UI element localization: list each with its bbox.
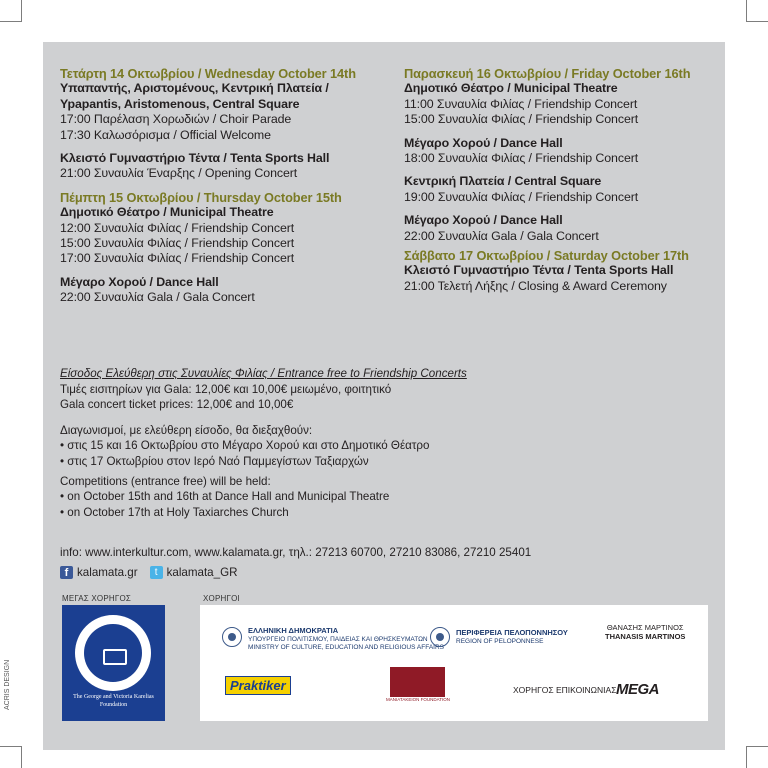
crop-mark (0, 21, 22, 22)
twitter-icon: t (150, 566, 163, 579)
maniatakeion-logo (390, 667, 445, 697)
competition-item: • on October 15th and 16th at Dance Hall and Municipal Theatre (60, 490, 390, 504)
competition-item: • on October 17th at Holy Taxiarches Church (60, 505, 289, 519)
region-logo (456, 629, 568, 646)
maniatakeion-text: MANIATAKEION FOUNDATION (386, 697, 451, 702)
venue: Δημοτικό Θέατρο / Municipal Theatre (404, 81, 618, 96)
ministry-title: ΕΛΛΗΝΙΚΗ ΔΗΜΟΚΡΑΤΙΑ (248, 626, 339, 635)
ministry-subtitle-gr: ΥΠΟΥΡΓΕΙΟ ΠΟΛΙΤΙΣΜΟΥ, ΠΑΙΔΕΙΑΣ ΚΑΙ ΘΡΗΣΚΕΥΜΑΤΩΝ (248, 636, 428, 643)
ministry-logo (248, 627, 444, 652)
event: 19:00 Συναυλία Φιλίας / Friendship Concert (404, 189, 639, 204)
martinos-logo (605, 623, 685, 641)
praktiker-logo: Praktiker (225, 676, 291, 695)
crop-mark (21, 746, 22, 768)
ministry-subtitle-en: MINISTRY OF CULTURE, EDUCATION AND RELIGIOUS AFFAIRS (248, 644, 444, 651)
main-sponsor-label: ΜΕΓΑΣ ΧΟΡΗΓΟΣ (62, 594, 132, 603)
crop-mark (746, 746, 747, 768)
foundation-name: The George and Victoria Karelias Foundation (73, 694, 154, 708)
region-emblem-icon (430, 627, 450, 647)
mega-logo: ΜΕGA (616, 681, 659, 698)
entrance-free-note: Είσοδος Ελεύθερη στις Συναυλίες Φιλίας / Entrance free to Friendship Concerts (60, 367, 467, 380)
venue: Δημοτικό Θέατρο / Municipal Theatre (60, 205, 274, 220)
crop-mark (21, 0, 22, 22)
event: 18:00 Συναυλία Φιλίας / Friendship Concert (404, 151, 639, 166)
event: 17:00 Συναυλία Φιλίας / Friendship Concert (60, 251, 295, 266)
crop-mark (0, 746, 22, 747)
karelias-foundation-logo (62, 605, 165, 721)
event: 17:00 Παρέλαση Χορωδιών / Choir Parade (60, 112, 292, 127)
book-icon (103, 649, 127, 665)
event: 21:00 Συναυλία Έναρξης / Opening Concert (60, 166, 298, 181)
schedule-right (404, 66, 690, 294)
event: 11:00 Συναυλία Φιλίας / Friendship Concert (404, 96, 638, 111)
crop-mark (746, 21, 768, 22)
foundation-seal-icon (75, 615, 151, 691)
event: 15:00 Συναυλία Φιλίας / Friendship Concert (60, 236, 295, 251)
ticket-prices-gr: Τιμές εισιτηρίων για Gala: 12,00€ και 10,00€ μειωμένο, φοιτητικό (60, 382, 392, 396)
venue: Κλειστό Γυμναστήριο Τέντα / Tenta Sports Hall (404, 263, 674, 278)
sponsors-label: ΧΟΡΗΓΟΙ (203, 594, 240, 603)
venue: Μέγαρο Χορού / Dance Hall (404, 213, 563, 228)
venue: Κλειστό Γυμναστήριο Τέντα / Tenta Sports Hall (60, 151, 330, 166)
event: 12:00 Συναυλία Φιλίας / Friendship Concert (60, 220, 295, 235)
event: 21:00 Τελετή Λήξης / Closing & Award Ceremony (404, 278, 667, 293)
ticket-prices-en: Gala concert ticket prices: 12,00€ and 10,00€ (60, 398, 294, 412)
social-links (60, 566, 237, 579)
martinos-en: THANASIS MARTINOS (605, 632, 686, 641)
competition-item: • στις 15 και 16 Οκτωβρίου στο Μέγαρο Χορού και στο Δημοτικό Θέατρο (60, 439, 430, 453)
region-title: ΠΕΡΙΦΕΡΕΙΑ ΠΕΛΟΠΟΝΝΗΣΟΥ (456, 628, 568, 637)
info-block (60, 366, 660, 520)
event: 22:00 Συναυλία Gala / Gala Concert (60, 290, 255, 305)
venue: Μέγαρο Χορού / Dance Hall (404, 135, 563, 150)
sponsors-strip (200, 605, 708, 721)
crop-mark (746, 0, 747, 22)
venue: Ypapantis, Aristomenous, Central Square (60, 96, 300, 111)
venue: Κεντρική Πλατεία / Central Square (404, 174, 602, 189)
facebook-link[interactable]: kalamata.gr (77, 566, 138, 579)
contact-info[interactable]: info: www.interkultur.com, www.kalamata.gr, τηλ.: 27213 60700, 27210 83086, 27210 25401 (60, 546, 532, 559)
schedule-left (60, 66, 356, 306)
twitter-link[interactable]: kalamata_GR (166, 566, 238, 579)
facebook-icon: f (60, 566, 73, 579)
design-credit: ACRIS DESIGN (4, 659, 11, 710)
region-subtitle: REGION OF PELOPONNESE (456, 638, 544, 645)
greek-emblem-icon (222, 627, 242, 647)
competitions-en: Competitions (entrance free) will be held: (60, 474, 271, 488)
communication-sponsor-label: ΧΟΡΗΓΟΣ ΕΠΙΚΟΙΝΩΝΙΑΣ (513, 685, 617, 695)
competition-item: • στις 17 Οκτωβρίου στον Ιερό Ναό Παμμεγίστων Ταξιαρχών (60, 454, 369, 468)
event: 15:00 Συναυλία Φιλίας / Friendship Concert (404, 112, 639, 127)
day-heading: Σάββατο 17 Οκτωβρίου / Saturday October 17th (404, 248, 689, 264)
day-heading: Πέμπτη 15 Οκτωβρίου / Thursday October 15th (60, 189, 342, 205)
crop-mark (746, 746, 768, 747)
competitions-gr: Διαγωνισμοί, με ελεύθερη είσοδο, θα διεξαχθούν: (60, 423, 313, 437)
martinos-gr: ΘΑΝΑΣΗΣ ΜΑΡΤΙΝΟΣ (606, 623, 684, 632)
event: 17:30 Καλωσόρισμα / Official Welcome (60, 127, 271, 142)
day-heading: Παρασκευή 16 Οκτωβρίου / Friday October 16th (404, 66, 691, 81)
event: 22:00 Συναυλία Gala / Gala Concert (404, 228, 599, 243)
day-heading: Τετάρτη 14 Οκτωβρίου / Wednesday October 14th (60, 66, 356, 81)
venue: Μέγαρο Χορού / Dance Hall (60, 274, 219, 289)
venue: Υπαπαντής, Αριστομένους, Κεντρική Πλατεία / (60, 81, 329, 96)
